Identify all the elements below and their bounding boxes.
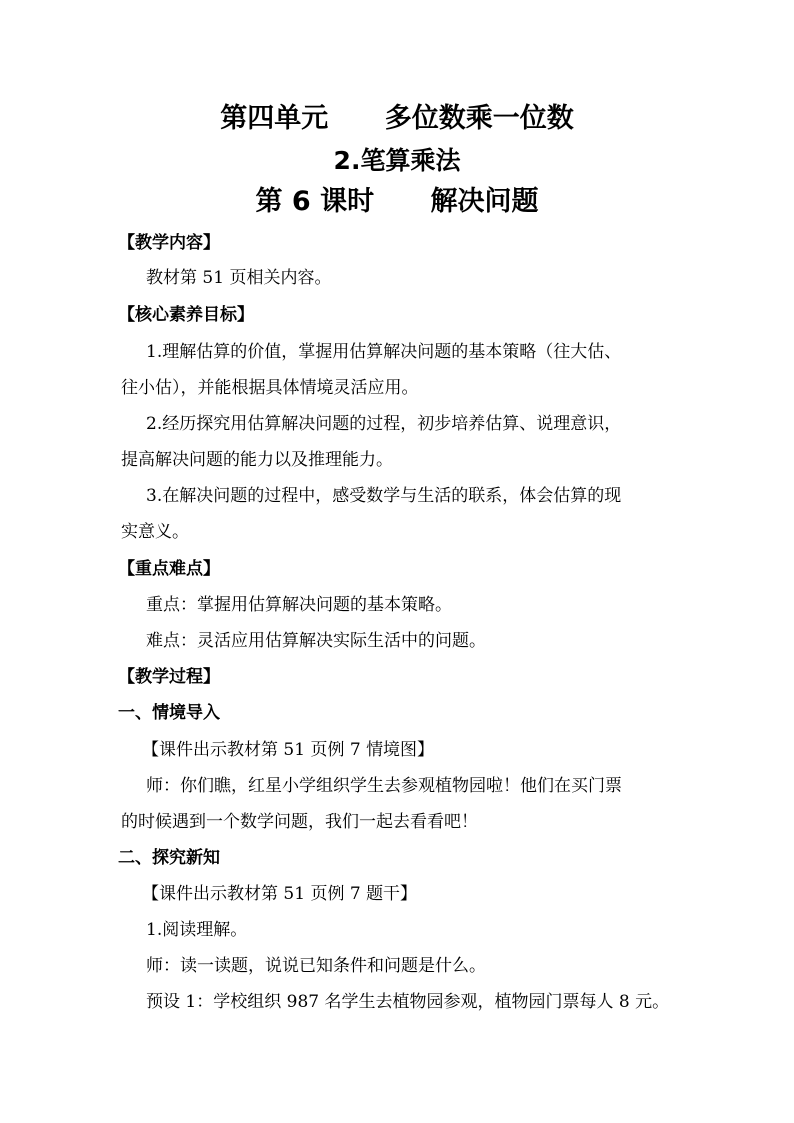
teaching-content-heading: 【教学内容】 <box>118 233 220 253</box>
goal-1-line-2: 往小估），并能根据具体情境灵活应用。 <box>121 378 419 398</box>
goal-2-line-2: 提高解决问题的能力以及推理能力。 <box>121 450 393 470</box>
part-2-heading: 二、探究新知 <box>118 848 220 868</box>
key-point-text: 重点：掌握用估算解决问题的基本策略。 <box>146 595 452 615</box>
teaching-content-text: 教材第 51 页相关内容。 <box>146 268 332 288</box>
goal-3-line-1: 3.在解决问题的过程中，感受数学与生活的联系，体会估算的现 <box>146 486 622 506</box>
lesson-title: 第 6 课时 解决问题 <box>255 186 539 217</box>
part-2-teacher: 师：读一读题，说说已知条件和问题是什么。 <box>146 956 486 976</box>
part-2-preset-1: 预设 1：学校组织 987 名学生去植物园参观，植物园门票每人 8 元。 <box>146 992 670 1012</box>
part-1-teacher-line-2: 的时候遇到一个数学问题，我们一起去看看吧！ <box>121 812 478 832</box>
process-heading: 【教学过程】 <box>118 667 220 687</box>
goal-2-line-1: 2.经历探究用估算解决问题的过程，初步培养估算、说理意识， <box>146 414 622 434</box>
part-1-courseware: 【课件出示教材第 51 页例 7 情境图】 <box>142 740 435 760</box>
key-points-heading: 【重点难点】 <box>118 559 220 579</box>
section-title: 2.笔算乘法 <box>333 146 461 175</box>
unit-title: 第四单元 多位数乘一位数 <box>220 103 574 134</box>
part-1-teacher-line-1: 师：你们瞧，红星小学组织学生去参观植物园啦！他们在买门票 <box>146 776 622 796</box>
goals-heading: 【核心素养目标】 <box>118 305 254 325</box>
part-2-courseware: 【课件出示教材第 51 页例 7 题干】 <box>142 884 418 904</box>
goal-3-line-2: 实意义。 <box>121 522 189 542</box>
goal-1-line-1: 1.理解估算的价值，掌握用估算解决问题的基本策略（往大估、 <box>146 342 622 362</box>
part-2-step-1: 1.阅读理解。 <box>146 920 248 940</box>
difficulty-text: 难点：灵活应用估算解决实际生活中的问题。 <box>146 631 486 651</box>
part-1-heading: 一、情境导入 <box>118 703 220 723</box>
